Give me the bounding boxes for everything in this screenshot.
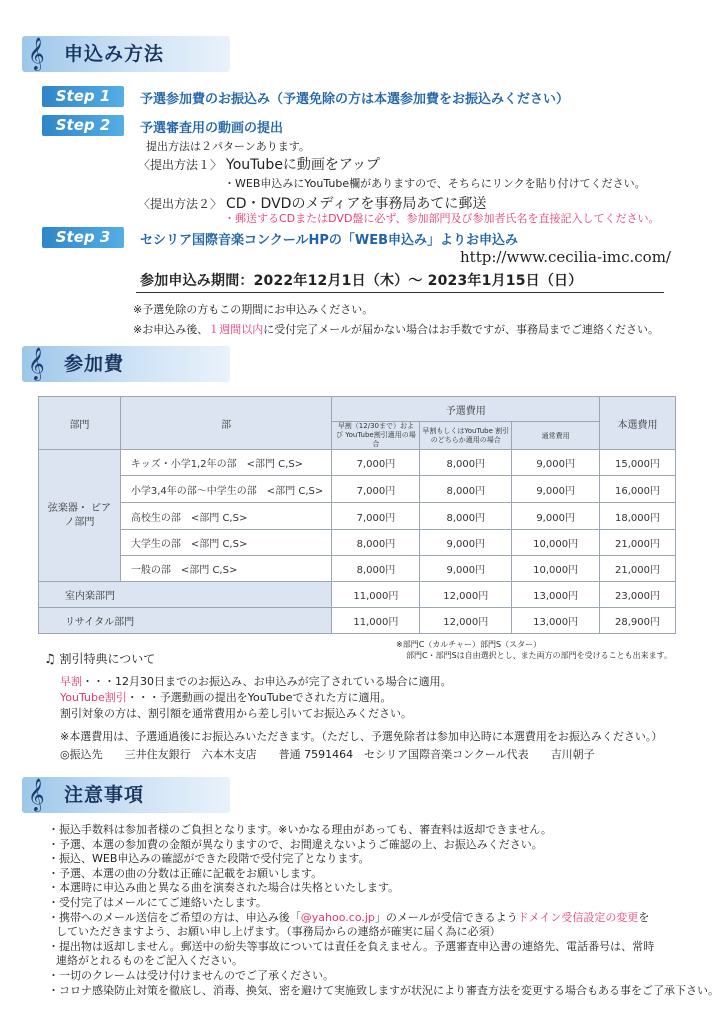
notes-list xyxy=(48,823,719,998)
music-note-icon: ♫ xyxy=(44,652,56,667)
fee-table xyxy=(38,396,676,634)
step-2-text: 予選審査用の動画の提出 xyxy=(140,121,284,136)
period-note-1: ※予選免除の方もこの期間にお申込みください。 xyxy=(133,303,374,316)
method-2-note: ・郵送するCDまたはDVD盤に必ず、参加部門及び参加者氏名を直接記入してください。 xyxy=(224,212,660,225)
discount-line-2: YouTube割引・・・予選動画の提出をYouTubeでされた方に適用。 xyxy=(60,691,392,704)
table-row: 室内楽部門 11,000円 12,000円 13,000円 23,000円 xyxy=(39,582,676,608)
table-footnote-1: ※部門C（カルチャー）部門S（スター） xyxy=(396,640,542,649)
treble-clef-icon: 𝄞 xyxy=(28,347,45,380)
header-sub: 部 xyxy=(120,397,332,450)
list-item: ・振込、WEB申込みの確認ができた段階で受付完了となります。 xyxy=(48,852,370,866)
website-url[interactable]: http://www.cecilia-imc.com/ xyxy=(460,248,671,266)
table-row: 大学生の部 <部門 C,S> 8,000円 9,000円 10,000円 21,000円 xyxy=(39,530,676,556)
header-early: 早割（12/30まで）および YouTube割引適用の場合 xyxy=(332,422,420,450)
method-1-title: YouTubeに動画をアップ xyxy=(226,157,380,173)
list-item: ・提出物は返却しません。郵送中の紛失等事故については責任を負えません。予選審査申込書の連絡先、電話番号は、常時 xyxy=(48,939,655,953)
treble-clef-icon: 𝄞 xyxy=(28,37,45,70)
bank-info: ◎振込先 三井住友銀行 六本木支店 普通 7591464 セシリア国際音楽コンクール代表 吉川朝子 xyxy=(60,748,595,761)
list-item: 連絡がとれるものをご記入ください。 xyxy=(56,954,243,968)
header-final: 本選費用 xyxy=(600,397,676,450)
step-3-text: セシリア国際音楽コンクールHPの「WEB申込み」よりお申込み xyxy=(140,233,519,248)
group-cell: 弦楽器・ ピアノ部門 xyxy=(39,450,121,582)
application-period: 参加申込み期間：2022年12月1日（木）～ 2023年1月15日（日） xyxy=(140,273,583,289)
table-row: 一般の部 <部門 C,S> 8,000円 9,000円 10,000円 21,000円 xyxy=(39,556,676,582)
step-1-badge: Step 1 xyxy=(42,86,124,107)
section-header-notes xyxy=(22,777,230,813)
section-header-fees xyxy=(22,346,230,382)
table-row: 小学3,4年の部～中学生の部 <部門 C,S> 7,000円 8,000円 9,000円 16,000円 xyxy=(39,476,676,503)
section-title: 申込み方法 xyxy=(64,43,165,65)
list-item: ・一切のクレームは受け付けませんのでご了承ください。 xyxy=(48,968,334,982)
table-row: リサイタル部門 11,000円 12,000円 13,000円 28,900円 xyxy=(39,608,676,634)
section-title: 参加費 xyxy=(64,353,125,375)
step-1-text: 予選参加費のお振込み（予選免除の方は本選参加費をお振込みください） xyxy=(140,92,570,107)
section-title: 注意事項 xyxy=(64,784,145,806)
header-prelim: 予選費用 xyxy=(332,397,600,422)
period-underline xyxy=(136,292,664,293)
method-1-note: ・WEB申込みにYouTube欄がありますので、そちらにリンクを貼り付けてください。 xyxy=(224,177,646,190)
header-either: 早割もしくはYouTube 割引のどちらか適用の場合 xyxy=(420,422,512,450)
step-2-badge: Step 2 xyxy=(42,115,124,136)
list-item: していただきますよう、お願い申し上げます。（事務局からの連絡が確実に届く為に必須） xyxy=(56,925,501,939)
header-dept: 部門 xyxy=(39,397,121,450)
step-2-intro: 提出方法は２パターンあります。 xyxy=(146,140,310,153)
list-item: ・コロナ感染防止対策を徹底し、消毒、換気、密を避けて実施致しますが状況により審査方法を変更する場合もある事をご了承下さい。 xyxy=(48,983,719,997)
table-row: 弦楽器・ ピアノ部門 キッズ・小学1,2年の部 <部門 C,S> 7,000円 8,000円 9,000円 15,000円 xyxy=(39,450,676,476)
method-1-label: 〈提出方法１〉 xyxy=(138,158,223,172)
discount-heading: ♫ 割引特典について xyxy=(44,652,156,667)
list-item: ・本選時に申込み曲と異なる曲を演奏された場合は失格といたします。 xyxy=(48,881,400,895)
header-normal: 通常費用 xyxy=(512,422,600,450)
list-item: ・受付完了はメールにてご連絡いたします。 xyxy=(48,895,267,909)
discount-line-3: 割引対象の方は、割引額を通常費用から差し引いてお振込みください。 xyxy=(60,707,412,720)
step-3-badge: Step 3 xyxy=(42,227,124,248)
method-2-title: CD・DVDのメディアを事務局あてに郵送 xyxy=(226,196,487,212)
period-note-2: ※お申込み後、１週間以内に受付完了メールが届かない場合はお手数ですが、事務局までご連絡ください。 xyxy=(133,323,659,336)
section-header-application xyxy=(22,36,230,72)
list-item: ・予選、本選の参加費の金額が異なりますので、お間違えないようご確認の上、お振込みください。 xyxy=(48,837,543,851)
list-item: ・携帯へのメール送信をご希望の方は、申込み後「@yahoo.co.jp」のメールが受信できるようドメイン受信設定の変更を xyxy=(48,910,650,924)
final-fee-note: ※本選費用は、予選通過後にお振込みいただきます。（ただし、予選免除者は参加申込時に本選費用をお振込みください。） xyxy=(60,730,663,743)
discount-line-1: 早割・・・12月30日までのお振込み、お申込みが完了されている場合に適用。 xyxy=(60,675,452,688)
table-footnote-2: 部門C・部門Sは自由選択とし、また両方の部門を受けることも出来ます。 xyxy=(406,651,673,660)
list-item: ・振込手数料は参加者様のご負担となります。※いかなる理由があっても、審査料は返却できません。 xyxy=(48,823,552,836)
method-2-label: 〈提出方法２〉 xyxy=(138,197,223,211)
table-row: 高校生の部 <部門 C,S> 7,000円 8,000円 9,000円 18,000円 xyxy=(39,503,676,530)
treble-clef-icon: 𝄞 xyxy=(28,778,45,811)
list-item: ・予選、本選の曲の分数は正確に記載をお願いします。 xyxy=(48,866,323,880)
